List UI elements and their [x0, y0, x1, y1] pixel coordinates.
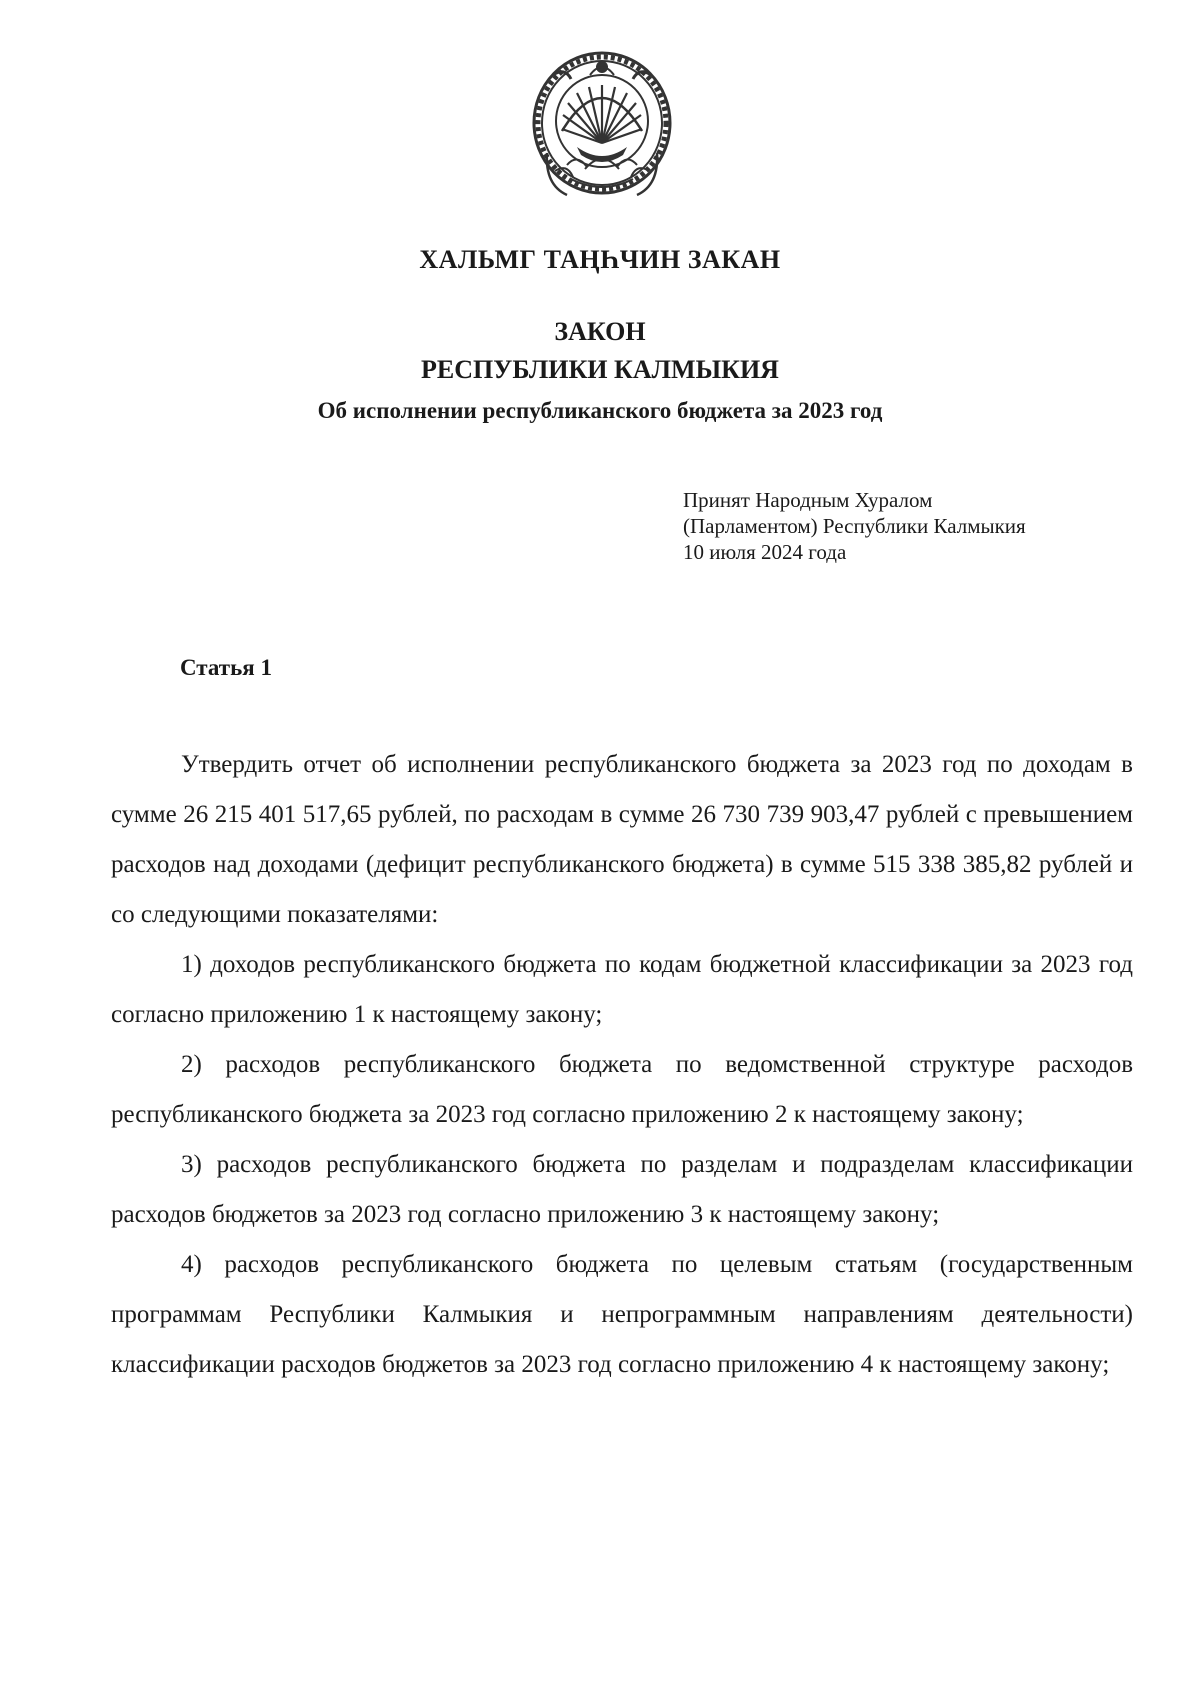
adoption-date: 10 июля 2024 года: [683, 540, 847, 564]
coat-of-arms-icon: [527, 45, 677, 205]
article-body: [111, 740, 1133, 1390]
adoption-block: [683, 487, 1123, 565]
article-paragraph: 4) расходов республиканского бюджета по целевым статьям (государственным программам Республики Калмыкия и непрограммным направлениям деятельности) классификации расходов бюджетов за 2023 год согласно приложению 4 к настоящему закону;: [111, 1251, 1133, 1378]
article-paragraph: 1) доходов республиканского бюджета по кодам бюджетной классификации за 2023 год согласно приложению 1 к настоящему закону;: [111, 951, 1133, 1028]
page-title: [0, 313, 1200, 389]
adoption-line: Принят Народным Хуралом: [683, 488, 933, 512]
page-title-kalmyk: ХАЛЬМГ ТАҢҺЧИН ЗАКАН: [419, 245, 781, 274]
title-line-law: ЗАКОН: [554, 317, 646, 346]
article-title: Статья 1: [180, 655, 272, 680]
article-paragraph: 3) расходов республиканского бюджета по разделам и подразделам классификации расходов бюджетов за 2023 год согласно приложению 3 к настоящему закону;: [111, 1151, 1133, 1228]
article-paragraph: Утвердить отчет об исполнении республиканского бюджета за 2023 год по доходам в сумме 26 215 401 517,65 рублей, по расходам в сумме 26 730 739 903,47 рублей с превышением расходов над доходами (дефицит республиканского бюджета) в сумме 515 338 385,82 рублей и со следующими показателями:: [111, 751, 1133, 928]
article-paragraph: 2) расходов республиканского бюджета по ведомственной структуре расходов республиканского бюджета за 2023 год согласно приложению 2 к настоящему закону;: [111, 1051, 1133, 1128]
document-subtitle: Об исполнении республиканского бюджета за 2023 год: [317, 398, 883, 423]
title-line-republic: РЕСПУБЛИКИ КАЛМЫКИЯ: [421, 355, 779, 384]
adoption-line: (Парламентом) Республики Калмыкия: [683, 514, 1026, 538]
